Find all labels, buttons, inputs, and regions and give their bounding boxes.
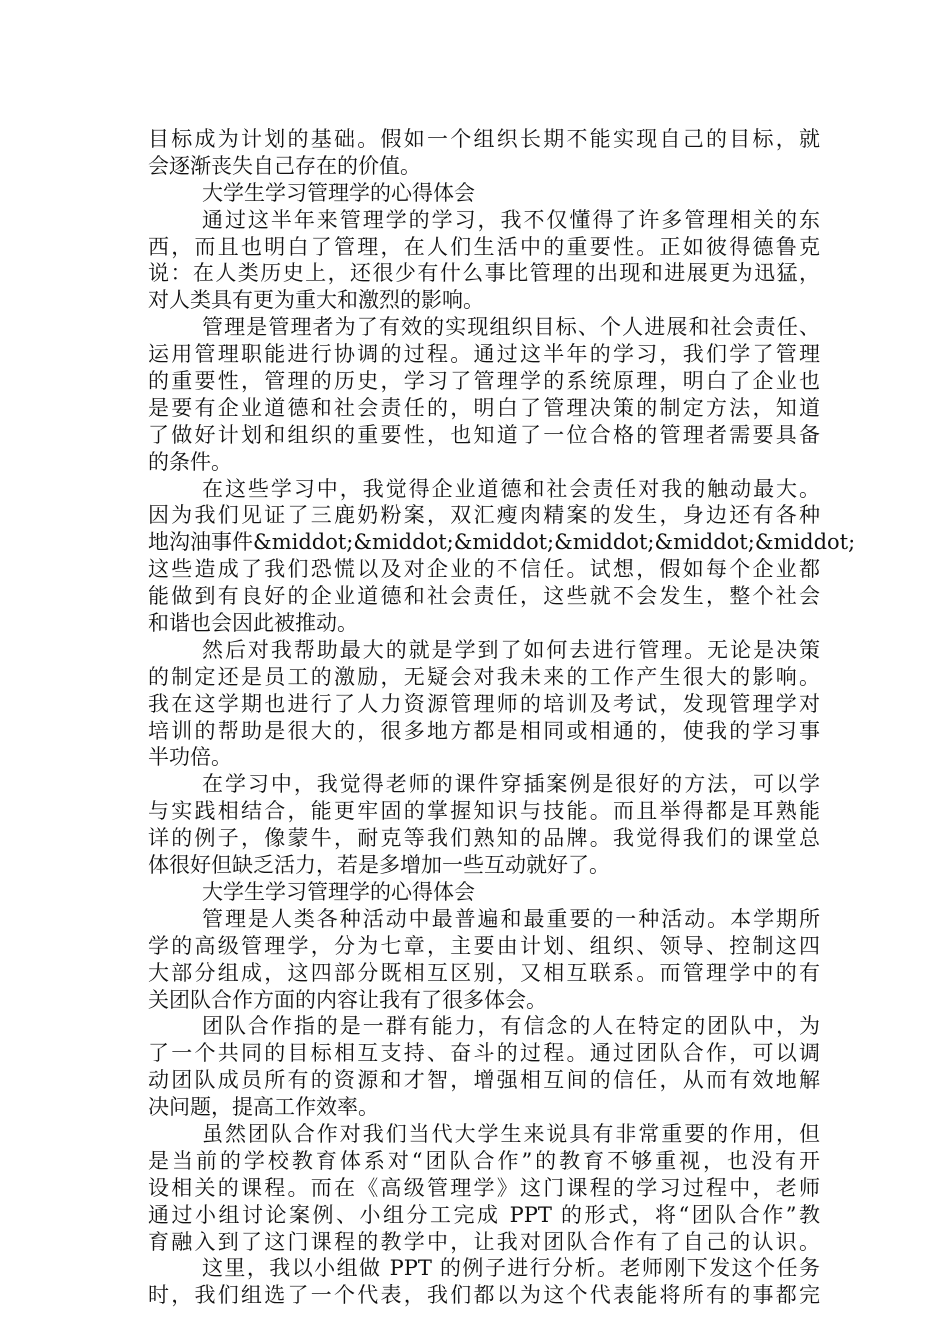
- text-line: 是当前的学校教育体系对“团队合作”的教育不够重视，也没有开: [148, 1148, 820, 1173]
- text-line: 我在这学期也进行了人力资源管理师的培训及考试，发现管理学对: [148, 691, 820, 716]
- text-line: 学的高级管理学，分为七章，主要由计划、组织、领导、控制这四: [148, 933, 820, 958]
- text-line: 半功倍。: [148, 745, 232, 770]
- text-line: 的重要性，管理的历史，学习了管理学的系统原理，明白了企业也: [148, 369, 820, 394]
- text-line: 通过小组讨论案例、小组分工完成 PPT 的形式，将“团队合作”教: [148, 1202, 820, 1227]
- text-line: 动团队成员所有的资源和才智，增强相互间的信任，从而有效地解: [148, 1068, 820, 1093]
- text-line: 能做到有良好的企业道德和社会责任，这些就不会发生，整个社会: [148, 584, 820, 609]
- text-line: 设相关的课程。而在《高级管理学》这门课程的学习过程中，老师: [148, 1175, 820, 1200]
- text-line: 决问题，提高工作效率。: [148, 1095, 379, 1120]
- text-line: 大部分组成，这四部分既相互区别，又相互联系。而管理学中的有: [148, 960, 820, 985]
- document-page: [148, 126, 856, 1309]
- text-line: 大学生学习管理学的心得体会: [202, 879, 475, 904]
- text-line: 大学生学习管理学的心得体会: [202, 180, 475, 205]
- text-line: 对人类具有更为重大和激烈的影响。: [148, 288, 484, 313]
- text-line: 目标成为计划的基础。假如一个组织长期不能实现自己的目标，就: [148, 127, 820, 151]
- text-line: 通过这半年来管理学的学习，我不仅懂得了许多管理相关的东: [202, 207, 820, 232]
- text-line: 这些造成了我们恐慌以及对企业的不信任。试想，假如每个企业都: [148, 557, 820, 582]
- text-line: 时，我们组选了一个代表，我们都以为这个代表能将所有的事都完: [148, 1283, 820, 1308]
- text-line: 然后对我帮助最大的就是学到了如何去进行管理。无论是决策: [202, 637, 820, 662]
- text-line: 与实践相结合，能更牢固的掌握知识与技能。而且举得都是耳熟能: [148, 799, 820, 824]
- text-line: 说：在人类历史上，还很少有什么事比管理的出现和进展更为迅猛，: [148, 261, 820, 286]
- text-line: 在学习中，我觉得老师的课件穿插案例是很好的方法，可以学: [202, 772, 820, 797]
- text-line: 虽然团队合作对我们当代大学生来说具有非常重要的作用，但: [202, 1121, 820, 1146]
- text-line: 这里，我以小组做 PPT 的例子进行分析。老师刚下发这个任务: [202, 1256, 820, 1281]
- text-line: 和谐也会因此被推动。: [148, 611, 358, 636]
- text-line: 了做好计划和组织的重要性，也知道了一位合格的管理者需要具备: [148, 422, 820, 447]
- text-line: 是要有企业道德和社会责任的，明白了管理决策的制定方法，知道: [148, 395, 820, 420]
- text-line: 西，而且也明白了管理，在人们生活中的重要性。正如彼得德鲁克: [148, 234, 820, 259]
- text-line: 培训的帮助是很大的，很多地方都是相同或相通的，使我的学习事: [148, 718, 820, 743]
- text-line: 的条件。: [148, 449, 232, 474]
- text-line: 管理是人类各种活动中最普遍和最重要的一种活动。本学期所: [202, 906, 820, 931]
- text-line: 关团队合作方面的内容让我有了很多体会。: [148, 987, 547, 1012]
- text-line: 详的例子，像蒙牛，耐克等我们熟知的品牌。我觉得我们的课堂总: [148, 826, 820, 851]
- text-line: 育融入到了这门课程的教学中，让我对团队合作有了自己的认识。: [148, 1229, 820, 1254]
- text-line: 了一个共同的目标相互支持、奋斗的过程。通过团队合作，可以调: [148, 1041, 820, 1066]
- text-line: 因为我们见证了三鹿奶粉案，双汇瘦肉精案的发生，身边还有各种: [148, 503, 820, 528]
- text-line: 团队合作指的是一群有能力，有信念的人在特定的团队中，为: [202, 1014, 820, 1039]
- text-line: 体很好但缺乏活力，若是多增加一些互动就好了。: [148, 853, 610, 878]
- text-line: 运用管理职能进行协调的过程。通过这半年的学习，我们学了管理: [148, 342, 820, 367]
- text-line: 地沟油事件&middot;&middot;&middot;&middot;&middot;&middot;: [148, 530, 856, 555]
- text-line: 管理是管理者为了有效的实现组织目标、个人进展和社会责任、: [202, 315, 820, 340]
- text-line: 会逐渐丧失自己存在的价值。: [148, 153, 421, 178]
- text-line: 的制定还是员工的激励，无疑会对我未来的工作产生很大的影响。: [148, 664, 820, 689]
- text-line: 在这些学习中，我觉得企业道德和社会责任对我的触动最大。: [202, 476, 820, 501]
